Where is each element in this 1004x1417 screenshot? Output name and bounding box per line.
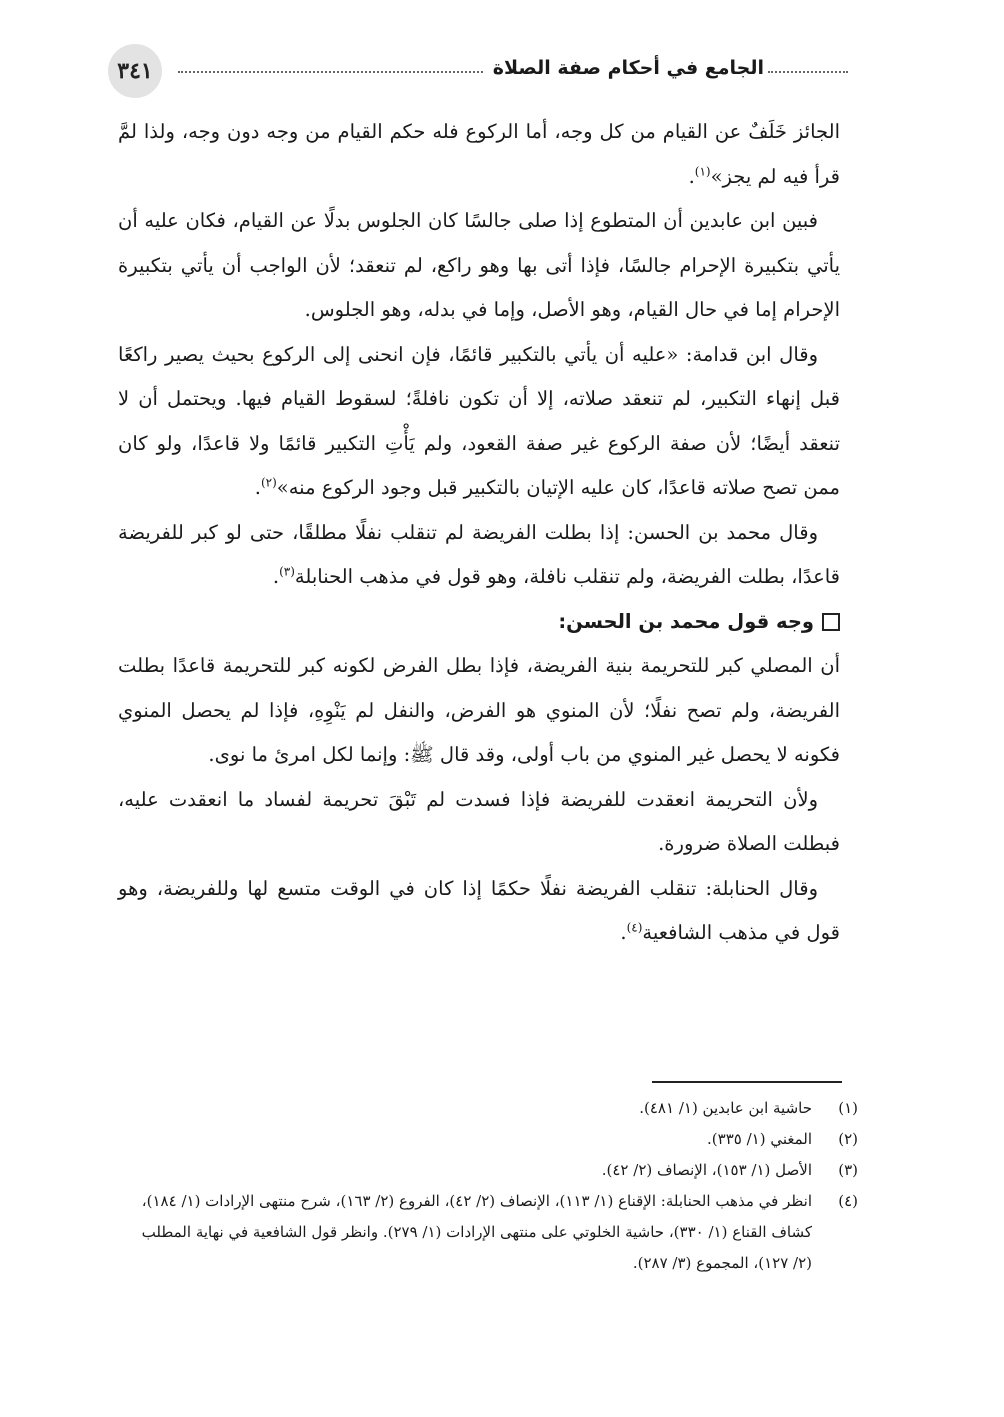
running-title: الجامع في أحكام صفة الصلاة	[492, 57, 764, 79]
footnote	[118, 1124, 858, 1155]
paragraph	[118, 867, 840, 956]
leader-dots-left	[768, 71, 848, 73]
checkbox-icon	[822, 613, 840, 631]
section-heading	[118, 600, 840, 645]
running-title-row	[178, 54, 848, 82]
paragraph	[118, 644, 840, 778]
end-dot: .	[272, 565, 280, 588]
footnote-number: (١)	[838, 1099, 858, 1117]
footnote-number: (٢)	[838, 1130, 858, 1148]
footnote-ref: (١)	[694, 164, 711, 178]
paragraph	[118, 199, 840, 333]
footnote-text: الأصل (١/ ١٥٣)، الإنصاف (٢/ ٤٢).	[601, 1161, 812, 1179]
end-dot: .	[620, 921, 627, 944]
paragraph-text: فبين ابن عابدين أن المتطوع إذا صلى جالسًا كان الجلوس بدلًا عن القيام، فكان عليه أن يأتي بتكبيرة الإحرام جالسًا، فإذا أتى بها وهو راكع، لم تنعقد؛ لأن الواجب أن يأتي بتكبيرة الإحرام إما في حال القيام، وهو الأصل، وإما في بدله، وهو الجلوس.	[118, 209, 840, 321]
footnote	[118, 1155, 858, 1186]
main-text	[118, 110, 840, 956]
footnote-ref: (٢)	[260, 475, 277, 490]
paragraph	[118, 778, 840, 867]
end-dot: .	[254, 476, 261, 499]
paragraph	[118, 333, 840, 511]
footnote-ref: (٣)	[279, 564, 295, 579]
footnote-separator	[652, 1081, 842, 1083]
leader-dots-right	[178, 71, 483, 73]
paragraph-text: وقال ابن قدامة: «عليه أن يأتي بالتكبير قائمًا، فإن انحنى إلى الركوع بحيث يصير راكعًا قبل إنهاء التكبير، لم تنعقد صلاته، إلا أن تكون نافلةً؛ لسقوط القيام فيها. ويحتمل أن لا تنعقد أيضًا؛ لأن صفة الركوع غير صفة القعود، ولم يَأْتِ التكبير قائمًا ولا قاعدًا، ولو كان ممن تصح صلاته قاعدًا، كان عليه الإتيان بالتكبير قبل وجود الركوع منه»	[118, 342, 840, 499]
paragraph-text: ولأن التحريمة انعقدت للفريضة فإذا فسدت لم تَبْقَ تحريمة لفساد ما انعقدت عليه، فبطلت الصلاة ضرورة.	[118, 787, 840, 855]
footnotes	[118, 1093, 858, 1279]
footnote-ref: (٤)	[626, 920, 643, 935]
footnote	[118, 1186, 858, 1279]
paragraph-text: أن المصلي كبر للتحريمة بنية الفريضة، فإذا بطل الفرض لكونه كبر للتحريمة قاعدًا بطلت الفريضة، ولم تصح نفلًا؛ لأن المنوي هو الفرض، والنفل لم يَنْوِهِ، فإذا لم يحصل المنوي فكونه لا يحصل غير المنوي من باب أولى، وقد قال ﷺ: وإنما لكل امرئ ما نوى.	[118, 654, 840, 766]
end-dot: .	[688, 164, 695, 188]
footnote-number: (٣)	[838, 1161, 858, 1179]
page-header	[108, 44, 848, 96]
footnote-text: المغني (١/ ٣٣٥).	[707, 1130, 812, 1148]
paragraph	[118, 110, 840, 199]
footnote-text: انظر في مذهب الحنابلة: الإقناع (١/ ١١٣)، الإنصاف (٢/ ٤٢)، الفروع (٢/ ١٦٣)، شرح منتهى الإرادات (١/ ١٨٤)، كشاف القناع (١/ ٣٣٠)، حاشية الخلوتي على منتهى الإرادات (١/ ٢٧٩). وانظر قول الشافعية في نهاية المطلب (٢/ ١٢٧)، المجموع (٣/ ٢٨٧).	[141, 1192, 812, 1272]
paragraph	[118, 511, 840, 600]
page-number: ٣٤١	[108, 44, 162, 98]
paragraph-text: وقال الحنابلة: تنقلب الفريضة نفلًا حكمًا إذا كان في الوقت متسع لها وللفريضة، وهو قول في مذهب الشافعية	[118, 876, 840, 944]
footnote	[118, 1093, 858, 1124]
section-heading-text: وجه قول محمد بن الحسن:	[558, 609, 814, 633]
footnote-text: حاشية ابن عابدين (١/ ٤٨١).	[639, 1099, 812, 1117]
paragraph-text: وقال محمد بن الحسن: إذا بطلت الفريضة لم تنقلب نفلًا مطلقًا، حتى لو كبر للفريضة قاعدًا، بطلت الفريضة، ولم تنقلب نافلة، وهو قول في مذهب الحنابلة	[118, 520, 840, 588]
paragraph-text: الجائز خَلَفٌ عن القيام من كل وجه، أما الركوع فله حكم القيام من وجه دون وجه، ولذا لمَّ قرأ فيه لم يجز»	[118, 120, 840, 188]
footnote-number: (٤)	[838, 1192, 858, 1210]
